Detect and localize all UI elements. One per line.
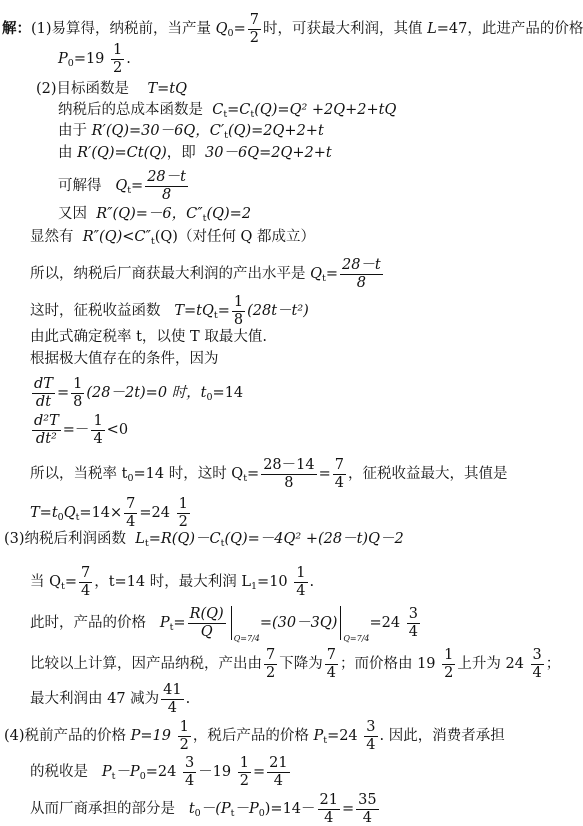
line-3c: 比较以上计算，因产品纳税，产出由 $\frac{7}{2}$ 下降为 $\frac{7}{4}$ ；而价格由 19 $\frac{1}{2}$ 上升为 24 $\frac{3}{4}$ ； (30, 647, 561, 681)
line-2j: 根据极大值存在的条件，因为 (30, 351, 219, 367)
line-2: (2)目标函数是 T=tQ (36, 81, 188, 97)
fraction: $\frac{1}{4}$ (296, 565, 306, 599)
fraction: $\frac{7}{2}$ (266, 647, 276, 681)
line-2g: 所以，纳税后厂商获最大利润的产出水平是 $Q_t=$ $\frac{28-t}{8}$ (30, 257, 381, 291)
line-2c: 由 R′(Q)=Ct(Q)，即 30－6Q=2Q+2+t (58, 145, 332, 161)
fraction: $\frac{1}{4}$ (93, 413, 103, 447)
fraction: $\frac{dT}{dt}$ (34, 376, 53, 410)
line-2a: 纳税后的总成本函数是 $C_t=C_t(Q)=Q^2 +2Q+2+tQ$ (58, 102, 397, 120)
line-2n: $T=t_0Q_t=14\times$ $\frac{7}{4}$ =24 $\frac{1}{2}$ (30, 496, 188, 530)
fraction: $\frac{1}{8}$ (73, 376, 83, 410)
line-3b: 此时，产品的价格 $P_t=$ $\frac{R(Q)}{Q}$ Q=7/4=(30－3Q)Q=7/4=24 $\frac{3}{4}$ (30, 606, 418, 643)
fraction: $\frac{1}{2}$ (113, 42, 123, 76)
line-2i: 由此式确定税率 t，以使 T 取最大值. (30, 329, 267, 345)
line-4a: 的税收是 $P_t-P_0=24$ $\frac{3}{4}$ －19 $\frac{1}{2}$ = $\frac{21}{4}$ (30, 755, 288, 789)
solution-label: 解： (2, 20, 31, 37)
line-1b: $P_0=19$ $\frac{1}{2}$ . (58, 42, 131, 76)
fraction: $\frac{28-t}{8}$ (341, 257, 381, 291)
fraction: $\frac{28-t}{8}$ (147, 169, 186, 203)
fraction: $\frac{7}{2}$ (249, 12, 259, 46)
line-2l: $\frac{\text{d²T}}{\text{dt²}}$ =－ $\frac{1}{4}$ <0 (34, 413, 129, 447)
line-3: (3)纳税后利润函数 $L_t=R(Q)-C_t(Q)=-4Q^2 +(28-t)Q-2$ (4, 531, 404, 549)
fraction: $\frac{1}{2}$ (239, 755, 249, 789)
fraction: $\frac{1}{8}$ (233, 294, 244, 328)
fraction: $\frac{1}{2}$ (178, 496, 188, 530)
fraction: $\frac{3}{4}$ (366, 719, 376, 753)
line-2h: 这时，征税收益函数 $T=tQ_t=$ $\frac{1}{8}$ (28t－t²) (30, 294, 309, 328)
fraction: $\frac{7}{4}$ (80, 565, 91, 599)
fraction: $\frac{21}{4}$ (269, 755, 288, 789)
line-2k: $\frac{dT}{dt}$ = $\frac{1}{8}$ (28－2t)=0 时，$t_0=14$ (34, 376, 244, 410)
line-2m: 所以，当税率 $t_0=14$ 时，这时 $Q_t=$ $\frac{28-14}{8}$ = $\frac{7}{4}$ ，征税收益最大，其值是 (30, 457, 508, 491)
line-2e: 又因 R″(Q)=－6，$C''_t(Q)=2$ (58, 206, 252, 224)
fraction: $\frac{41}{4}$ (163, 682, 182, 716)
fraction: $\frac{7}{4}$ (334, 457, 344, 491)
line-1: 解：(1)易算得，纳税前，当产量 $Q_0=$ $\frac{7}{2}$ 时，可获最大利润，其值 L=47，此进产品的价格 (2, 12, 583, 46)
line-3a: 当 $Q_t=$ $\frac{7}{4}$ ，t=14 时，最大利润 $L_1=10$ $\frac{1}{4}$ . (30, 565, 315, 599)
line-3d: 最大利润由 47 减为 $\frac{41}{4}$ . (30, 682, 191, 716)
fraction: $\frac{3}{4}$ (532, 647, 542, 681)
line-2d: 可解得 $Q_t=$ $\frac{28-t}{8}$ (58, 169, 186, 203)
fraction: $\frac{3}{4}$ (408, 606, 418, 640)
fraction: $\frac{7}{4}$ (326, 647, 336, 681)
fraction: $\frac{1}{2}$ (444, 647, 454, 681)
fraction: $\frac{3}{4}$ (184, 755, 195, 789)
fraction: $\frac{1}{2}$ (179, 719, 189, 753)
fraction: $\frac{\text{d²T}}{\text{dt²}}$ (34, 413, 59, 447)
fraction: $\frac{R(Q)}{Q}$ (189, 606, 224, 640)
line-2b: 由于 R′(Q)=30－6Q，$C'_t(Q)=2Q+2+t$ (58, 123, 324, 141)
fraction: $\frac{7}{4}$ (126, 496, 136, 530)
line-4: (4)税前产品的价格 P=19 $\frac{1}{2}$ ，税后产品的价格 $P_t=24$ $\frac{3}{4}$ . 因此，消费者承担 (4, 719, 505, 753)
line-4b: 从而厂商承担的部分是 $t_0-(P_t-P_0)=14-$ $\frac{21}{4}$ = $\frac{35}{4}$ (30, 792, 377, 826)
line-2f: 显然有 $R''(Q)<C''_t(Q)$（对任何 Q 都成立） (30, 229, 316, 247)
fraction: $\frac{28-14}{8}$ (263, 457, 315, 491)
fraction: $\frac{21}{4}$ (319, 792, 338, 826)
fraction: $\frac{35}{4}$ (358, 792, 377, 826)
